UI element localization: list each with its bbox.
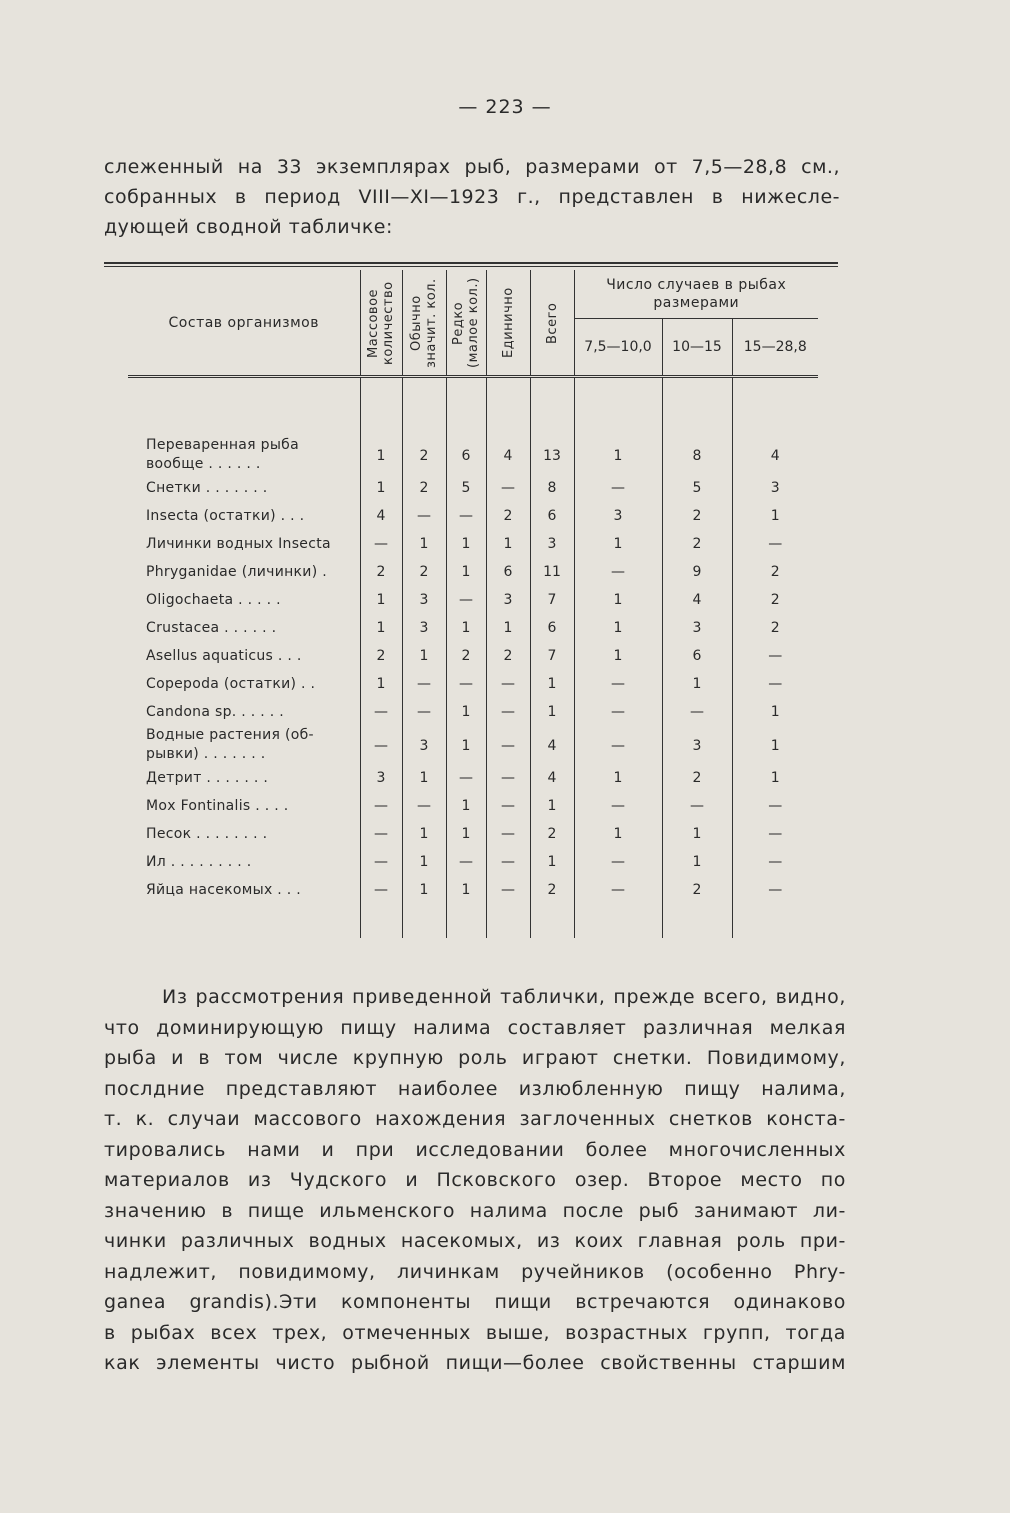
- table-top-rule: [104, 262, 838, 265]
- table-cell: 1: [446, 820, 486, 848]
- intro-line: собранных в период VIII—XI—1923 г., представлен в нижесле-: [104, 186, 840, 208]
- organism-name: Личинки водных Insecta: [128, 530, 360, 558]
- body-line: т. к. случаи массового нахождения заглоченных снетков конста-: [104, 1108, 846, 1130]
- organism-name: Asellus aquaticus . . .: [128, 642, 360, 670]
- table-top-rule: [104, 266, 838, 267]
- table-cell: 2: [732, 586, 818, 614]
- table-cell: 3: [662, 726, 732, 764]
- table-row: [128, 764, 818, 792]
- table-cell: —: [662, 698, 732, 726]
- table-row: [128, 586, 818, 614]
- table-cell: —: [446, 670, 486, 698]
- table-cell: —: [486, 670, 530, 698]
- table-cell: —: [486, 764, 530, 792]
- table-cell: 1: [574, 614, 662, 642]
- body-paragraph: [104, 982, 846, 1379]
- table-cell: 2: [732, 614, 818, 642]
- table-cell: —: [574, 558, 662, 586]
- table-cell: —: [402, 698, 446, 726]
- table-row: [128, 502, 818, 530]
- table-cell: —: [402, 792, 446, 820]
- header-cases: Число случаев в рыбах размерами: [574, 270, 818, 319]
- table-cell: 1: [402, 876, 446, 904]
- table-cell: —: [732, 848, 818, 876]
- organism-name: Снетки . . . . . . .: [128, 474, 360, 502]
- table-cell: 1: [446, 558, 486, 586]
- table-cell: 1: [530, 848, 574, 876]
- table-cell: 2: [662, 764, 732, 792]
- body-line: значению в пище ильменского налима после рыб занимают ли-: [104, 1199, 846, 1222]
- table-row: [128, 530, 818, 558]
- table-cell: —: [486, 698, 530, 726]
- body-line: что доминирующую пищу налима составляет различная мелкая: [104, 1016, 846, 1039]
- table-cell: 6: [446, 436, 486, 474]
- table-cell: 3: [360, 764, 402, 792]
- table-cell: 1: [732, 502, 818, 530]
- table-cell: —: [574, 792, 662, 820]
- table-cell: 3: [530, 530, 574, 558]
- table-cell: 1: [530, 792, 574, 820]
- table-cell: 1: [402, 642, 446, 670]
- table-spacer-row: [128, 904, 818, 938]
- table-cell: 1: [574, 764, 662, 792]
- table-cell: 3: [402, 726, 446, 764]
- organism-name: Crustacea . . . . . .: [128, 614, 360, 642]
- table-cell: 1: [360, 614, 402, 642]
- table-cell: —: [486, 474, 530, 502]
- body-line: как элементы чисто рыбной пищи—более свойственны старшим: [104, 1352, 846, 1374]
- table-cell: —: [360, 726, 402, 764]
- header-composition: Состав организмов: [128, 270, 360, 377]
- table-cell: —: [486, 820, 530, 848]
- table-cell: —: [360, 848, 402, 876]
- header-mass: Массовое количество: [360, 270, 402, 377]
- table-cell: —: [360, 530, 402, 558]
- table-cell: 2: [402, 474, 446, 502]
- table-cell: —: [360, 698, 402, 726]
- table-cell: 1: [486, 530, 530, 558]
- header-usual: Обычно значит. кол.: [402, 270, 446, 377]
- table-cell: —: [574, 876, 662, 904]
- table-cell: 6: [530, 502, 574, 530]
- table-cell: 4: [486, 436, 530, 474]
- table-cell: 2: [486, 642, 530, 670]
- table-cell: —: [446, 502, 486, 530]
- table-cell: 1: [530, 698, 574, 726]
- header-total: Всего: [530, 270, 574, 377]
- table-cell: —: [574, 726, 662, 764]
- table-cell: —: [402, 502, 446, 530]
- table-cell: 1: [574, 586, 662, 614]
- organism-name: Phryganidae (личинки) .: [128, 558, 360, 586]
- body-line: в рыбах всех трех, отмеченных выше, возрастных групп, тогда: [104, 1321, 846, 1344]
- table-cell: 6: [486, 558, 530, 586]
- table-row: [128, 876, 818, 904]
- organism-name: Мох Fontinalis . . . .: [128, 792, 360, 820]
- header-size-large: 15—28,8: [732, 319, 818, 377]
- table-cell: 1: [732, 726, 818, 764]
- organism-name: Водные растения (об-рывки) . . . . . . .: [128, 726, 360, 764]
- table-cell: 3: [574, 502, 662, 530]
- table-cell: 2: [360, 642, 402, 670]
- organism-name: Candona sp. . . . . .: [128, 698, 360, 726]
- table-cell: —: [486, 876, 530, 904]
- table-cell: 2: [446, 642, 486, 670]
- table-cell: 2: [486, 502, 530, 530]
- table-row: [128, 670, 818, 698]
- table-row: [128, 792, 818, 820]
- table-cell: 5: [446, 474, 486, 502]
- table-cell: 1: [732, 698, 818, 726]
- organism-name: Copepoda (остатки) . .: [128, 670, 360, 698]
- table-row: [128, 614, 818, 642]
- table-spacer-row: [128, 377, 818, 437]
- table-row: [128, 698, 818, 726]
- table-cell: 4: [732, 436, 818, 474]
- organism-name: Insecta (остатки) . . .: [128, 502, 360, 530]
- table-cell: 4: [360, 502, 402, 530]
- header-size-medium: 10—15: [662, 319, 732, 377]
- body-line: надлежит, повидимому, личинкам ручейников (особенно Phry-: [104, 1260, 846, 1283]
- organism-name: Яйца насекомых . . .: [128, 876, 360, 904]
- table-cell: 1: [402, 848, 446, 876]
- body-line: рыба и в том числе крупную роль играют снетки. Повидимому,: [104, 1047, 846, 1069]
- table-cell: 1: [574, 436, 662, 474]
- table-cell: 6: [530, 614, 574, 642]
- table-cell: 1: [360, 436, 402, 474]
- table-cell: —: [732, 670, 818, 698]
- table-cell: —: [574, 848, 662, 876]
- table-row: [128, 848, 818, 876]
- page-number: — 223 —: [458, 96, 552, 118]
- body-line: ganea grandis).Эти компоненты пищи встречаются одинаково: [104, 1291, 846, 1313]
- body-line: послдние представляют наиболее излюбленную пищу налима,: [104, 1077, 846, 1100]
- table-cell: 1: [402, 764, 446, 792]
- table-cell: 3: [732, 474, 818, 502]
- table-cell: —: [402, 670, 446, 698]
- header-size-small: 7,5—10,0: [574, 319, 662, 377]
- table-cell: —: [486, 726, 530, 764]
- header-single: Единично: [486, 270, 530, 377]
- table-cell: —: [446, 848, 486, 876]
- table-row: [128, 820, 818, 848]
- organism-name: Песок . . . . . . . .: [128, 820, 360, 848]
- table-cell: 2: [732, 558, 818, 586]
- organism-name: Oligochaeta . . . . .: [128, 586, 360, 614]
- table-cell: 4: [662, 586, 732, 614]
- table-cell: 2: [402, 436, 446, 474]
- table-cell: 8: [662, 436, 732, 474]
- table-cell: 1: [402, 820, 446, 848]
- table-cell: —: [360, 820, 402, 848]
- table-cell: 1: [662, 848, 732, 876]
- table-cell: 3: [662, 614, 732, 642]
- table-cell: 4: [530, 726, 574, 764]
- table-cell: 1: [574, 642, 662, 670]
- table-cell: 13: [530, 436, 574, 474]
- table-cell: 1: [446, 726, 486, 764]
- table-cell: 1: [360, 586, 402, 614]
- organism-name: Детрит . . . . . . .: [128, 764, 360, 792]
- table-cell: —: [486, 792, 530, 820]
- table-cell: 2: [662, 530, 732, 558]
- stats-table: [128, 270, 818, 938]
- table-cell: 2: [360, 558, 402, 586]
- table-cell: 1: [446, 698, 486, 726]
- table-cell: 2: [662, 502, 732, 530]
- table-row: [128, 436, 818, 474]
- table-cell: 2: [530, 876, 574, 904]
- intro-line: слеженный на 33 экземплярах рыб, размерами от 7,5—28,8 см.,: [104, 156, 840, 178]
- intro-paragraph: [104, 152, 840, 242]
- table-row: [128, 642, 818, 670]
- table-cell: —: [574, 698, 662, 726]
- body-line: тировались нами и при исследовании более многочисленных: [104, 1138, 846, 1161]
- table-cell: 1: [574, 820, 662, 848]
- table-cell: 11: [530, 558, 574, 586]
- table-cell: —: [360, 876, 402, 904]
- table-row: [128, 726, 818, 764]
- table-cell: —: [732, 876, 818, 904]
- table-cell: —: [486, 848, 530, 876]
- intro-line: дующей сводной табличке:: [104, 216, 393, 238]
- table-cell: 9: [662, 558, 732, 586]
- body-line: материалов из Чудского и Псковского озер. Второе место по: [104, 1169, 846, 1191]
- table-cell: 7: [530, 586, 574, 614]
- table-cell: 4: [530, 764, 574, 792]
- table-cell: 2: [662, 876, 732, 904]
- table-cell: —: [732, 792, 818, 820]
- table-cell: 7: [530, 642, 574, 670]
- body-line: Из рассмотрения приведенной таблички, прежде всего, видно,: [162, 986, 846, 1008]
- table-row: [128, 474, 818, 502]
- table-cell: 5: [662, 474, 732, 502]
- table-cell: 2: [530, 820, 574, 848]
- table-cell: 2: [402, 558, 446, 586]
- table-cell: 3: [486, 586, 530, 614]
- organism-name: Переваренная рыба вообще . . . . . .: [128, 436, 360, 474]
- table-cell: 1: [360, 670, 402, 698]
- table-cell: 6: [662, 642, 732, 670]
- table-cell: —: [662, 792, 732, 820]
- table-cell: —: [732, 530, 818, 558]
- table-cell: 3: [402, 614, 446, 642]
- table-cell: —: [574, 474, 662, 502]
- table-row: [128, 558, 818, 586]
- table-cell: 1: [446, 876, 486, 904]
- table-cell: —: [446, 764, 486, 792]
- header-rare: Редко (малое кол.): [446, 270, 486, 377]
- table-cell: 3: [402, 586, 446, 614]
- table-cell: —: [574, 670, 662, 698]
- table-cell: 1: [486, 614, 530, 642]
- table-cell: 8: [530, 474, 574, 502]
- body-line: чинки различных водных насекомых, из коих главная роль при-: [104, 1230, 846, 1252]
- table-cell: 1: [446, 530, 486, 558]
- table-cell: —: [446, 586, 486, 614]
- table-cell: —: [360, 792, 402, 820]
- table-cell: 1: [360, 474, 402, 502]
- table-cell: —: [732, 820, 818, 848]
- table-cell: 1: [732, 764, 818, 792]
- table-cell: 1: [530, 670, 574, 698]
- table-cell: 1: [662, 670, 732, 698]
- table-cell: 1: [446, 792, 486, 820]
- table-cell: 1: [662, 820, 732, 848]
- table-cell: 1: [402, 530, 446, 558]
- table-cell: 1: [446, 614, 486, 642]
- table-cell: —: [732, 642, 818, 670]
- table-cell: 1: [574, 530, 662, 558]
- organism-name: Ил . . . . . . . . .: [128, 848, 360, 876]
